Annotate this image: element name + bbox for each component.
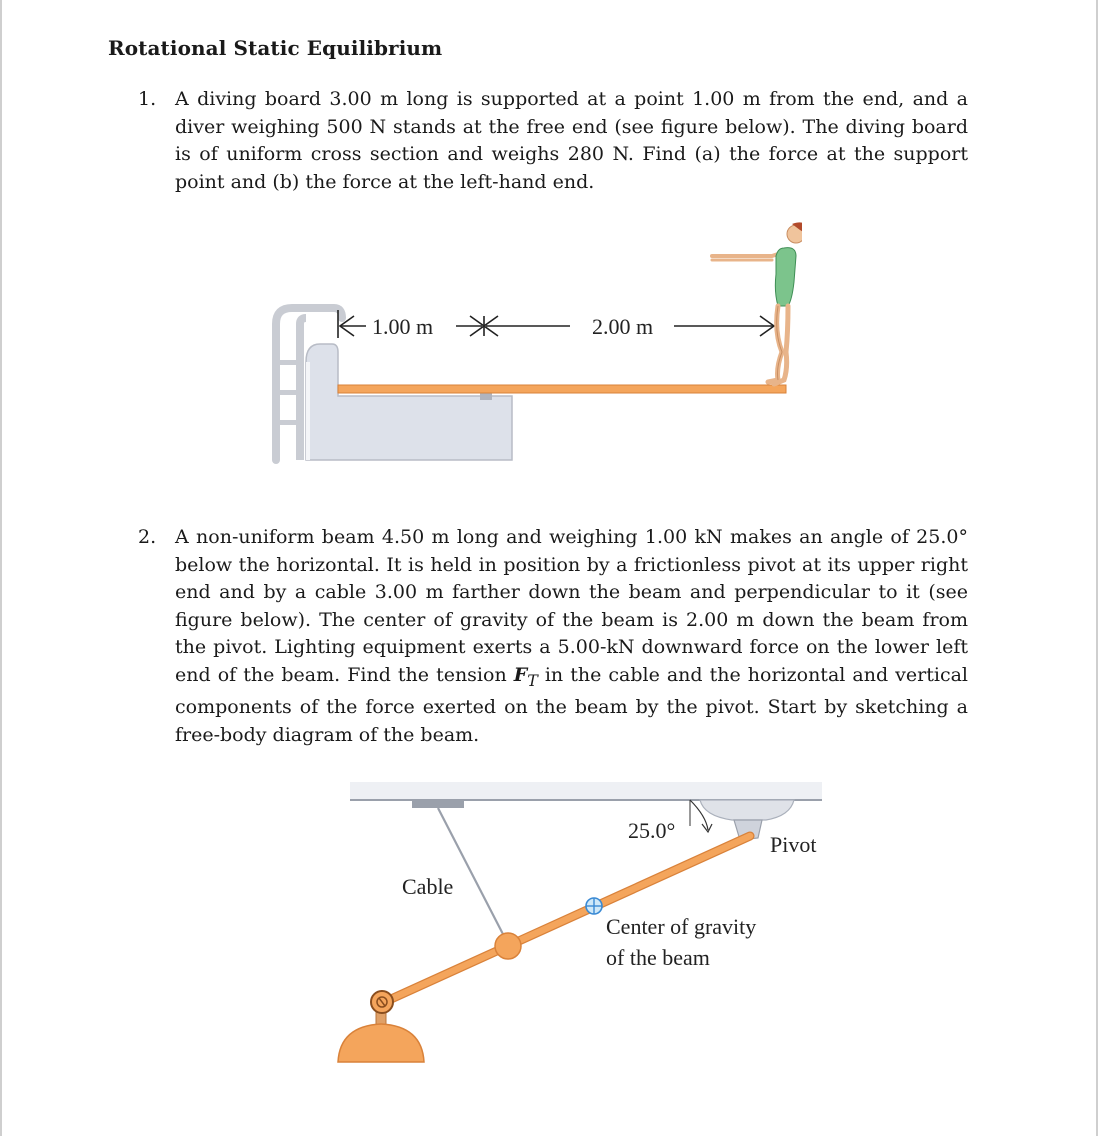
- platform: [306, 344, 512, 460]
- diving-board-figure: [262, 212, 802, 468]
- problem-number: 1.: [138, 88, 157, 110]
- cg-label-line2: of the beam: [606, 945, 710, 970]
- center-of-gravity-marker: [586, 898, 602, 914]
- dimension-label-left: 1.00 m: [372, 314, 434, 339]
- problem-text-part-1: A non-uniform beam 4.50 m long and weighing 1.00 kN makes an angle of 25.0° below the horizontal. It is held in position by a frictionless pivot at its upper right end and by a cable 3.00 m farther down the beam and perpendicular to it (see figure below). The center of gravity of the beam is 2.00 m down the beam from the pivot. Lighting equipment exerts a 5.00-kN downward force on the lower left end of the beam. Find the tension: [175, 526, 968, 686]
- ceiling: [350, 782, 822, 800]
- cable-mount: [412, 800, 464, 808]
- pivot-housing: [700, 800, 794, 820]
- lighting-equipment: [338, 991, 424, 1062]
- cg-label-line1: Center of gravity: [606, 914, 757, 939]
- beam-figure: [330, 770, 850, 1070]
- tension-symbol: $F_T$: [513, 663, 538, 690]
- problem-text: [175, 524, 968, 750]
- problem-2: [138, 524, 968, 750]
- page-border-left: [0, 0, 2, 1136]
- angle-label: 25.0°: [628, 818, 676, 843]
- page-title: Rotational Static Equilibrium: [108, 36, 443, 60]
- diving-board: [338, 385, 786, 393]
- pivot-label: Pivot: [770, 832, 817, 857]
- dimension-label-right: 2.00 m: [592, 314, 654, 339]
- cable-label: Cable: [402, 874, 454, 899]
- problem-text: A diving board 3.00 m long is supported at a point 1.00 m from the end, and a diver weighing 500 N stands at the free end (see figure below). The diving board is of uniform cross section and weighs 280 N. Find (a) the force at the support point and (b) the force at the left-hand end.: [175, 88, 968, 193]
- diver: [712, 222, 802, 384]
- problem-number: 2.: [138, 526, 157, 548]
- problem-1: [138, 86, 968, 196]
- problem-text-part-2: in the cable and the horizontal and vertical components of the force exerted on the beam by the pivot. Start by sketching a free-body diagram of the beam.: [175, 663, 968, 746]
- cable-attachment: [495, 933, 521, 959]
